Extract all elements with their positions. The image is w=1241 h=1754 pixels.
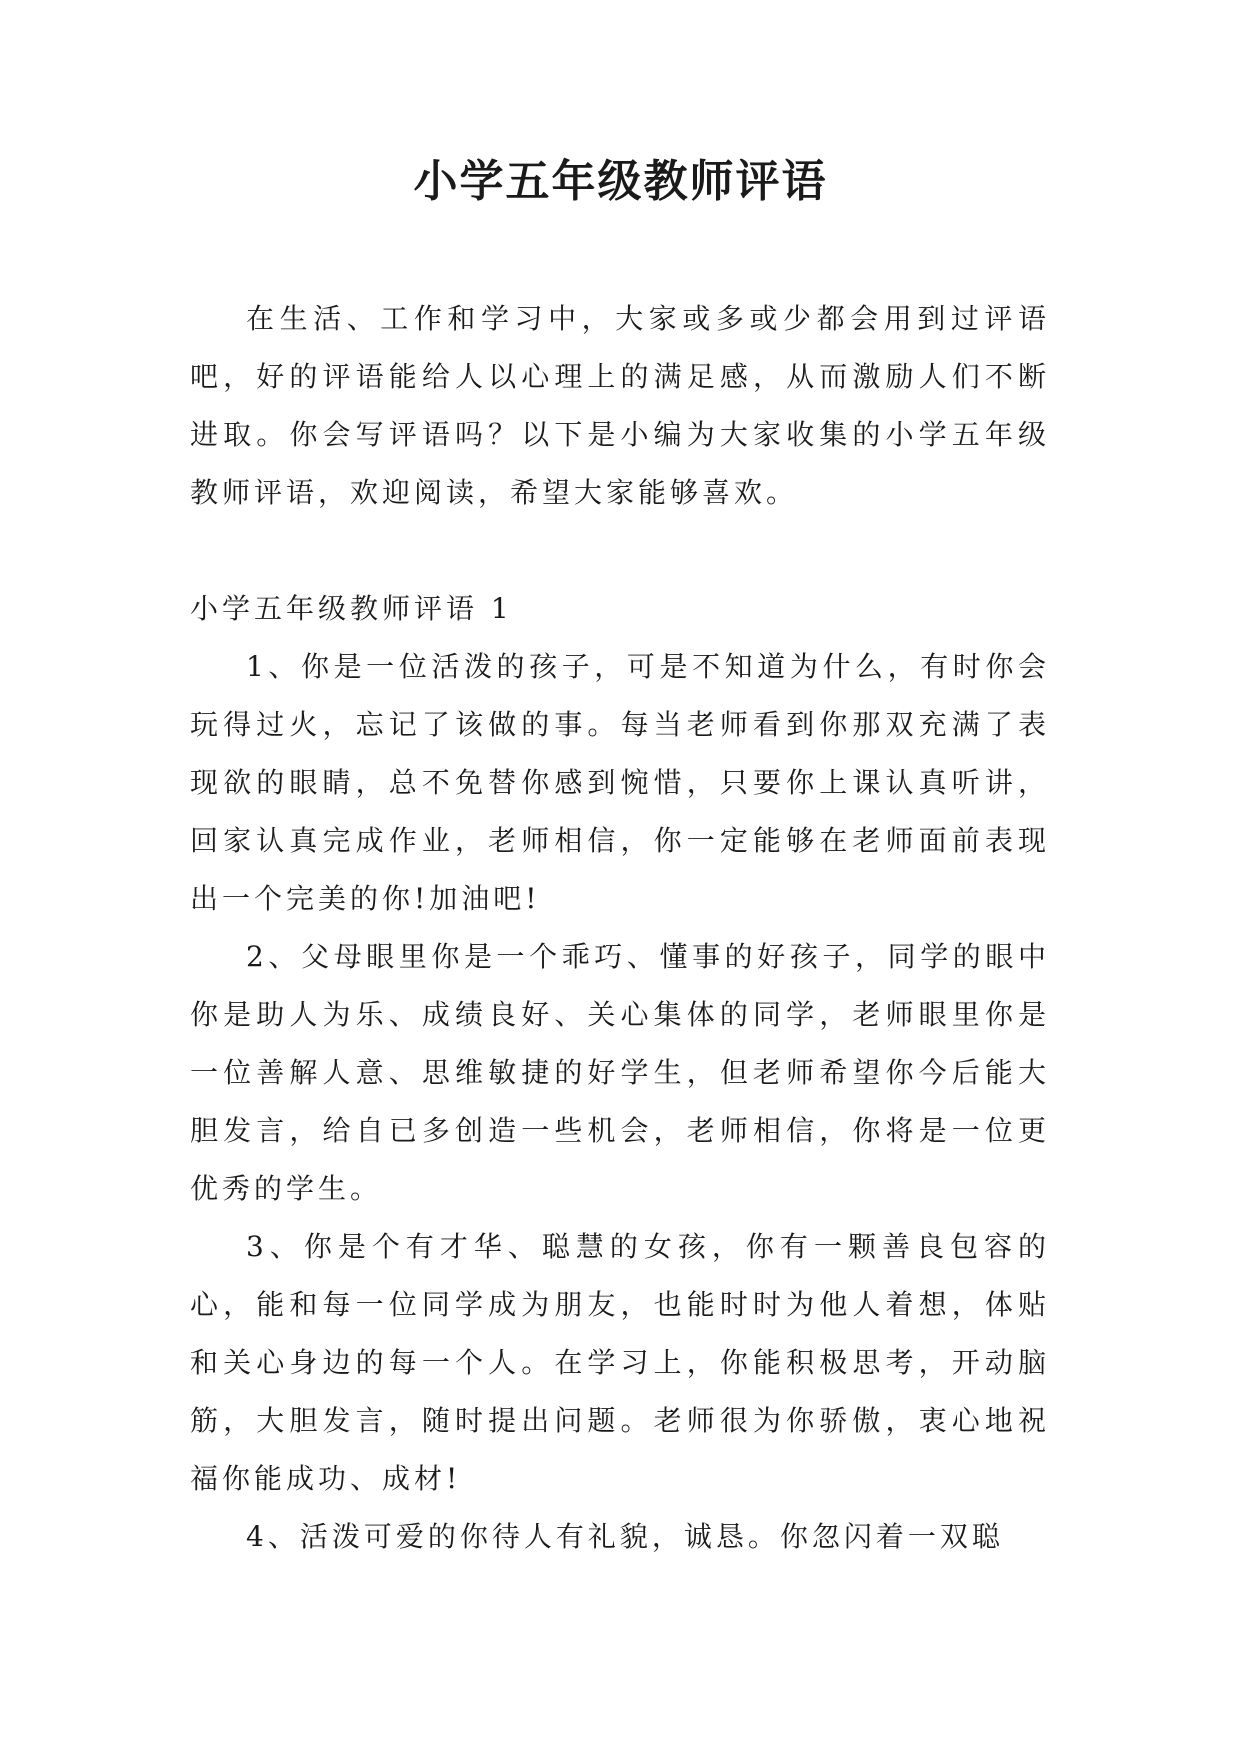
document-body bbox=[190, 290, 1050, 1566]
comment-paragraph-2: 2、父母眼里你是一个乖巧、懂事的好孩子，同学的眼中你是助人为乐、成绩良好、关心集体的同学，老师眼里你是一位善解人意、思维敏捷的好学生，但老师希望你今后能大胆发言，给自已多创造一些机会，老师相信，你将是一位更优秀的学生。 bbox=[190, 940, 1050, 1205]
document-title: 小学五年级教师评语 bbox=[413, 156, 828, 207]
comment-paragraph-4: 4、活泼可爱的你待人有礼貌，诚恳。你忽闪着一双聪 bbox=[246, 1520, 1004, 1553]
paragraph-spacer bbox=[190, 522, 1050, 580]
intro-paragraph: 在生活、工作和学习中，大家或多或少都会用到过评语吧，好的评语能给人以心理上的满足感，从而激励人们不断进取。你会写评语吗？以下是小编为大家收集的小学五年级教师评语，欢迎阅读，希望大家能够喜欢。 bbox=[190, 302, 1050, 509]
comment-paragraph-3: 3、你是个有才华、聪慧的女孩，你有一颗善良包容的心，能和每一位同学成为朋友，也能时时为他人着想，体贴和关心身边的每一个人。在学习上，你能积极思考，开动脑筋，大胆发言，随时提出问题。老师很为你骄傲，衷心地祝福你能成功、成材! bbox=[190, 1230, 1050, 1495]
section-heading: 小学五年级教师评语 1 bbox=[190, 592, 513, 625]
comment-paragraph-1: 1、你是一位活泼的孩子，可是不知道为什么，有时你会玩得过火，忘记了该做的事。每当老师看到你那双充满了表现欲的眼睛，总不免替你感到惋惜，只要你上课认真听讲，回家认真完成作业，老师相信，你一定能够在老师面前表现出一个完美的你!加油吧! bbox=[190, 650, 1050, 915]
